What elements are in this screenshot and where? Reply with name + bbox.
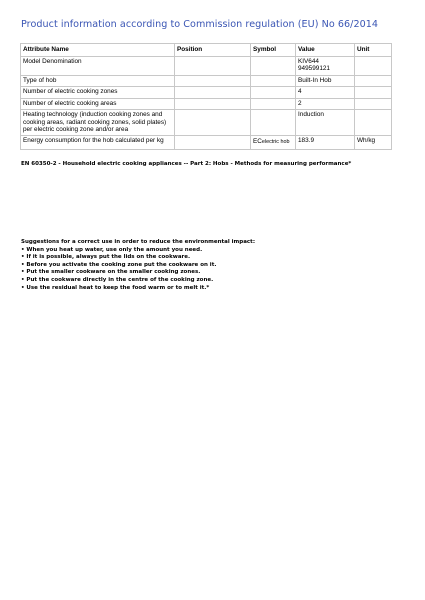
suggestions-block (21, 239, 255, 292)
cell-attribute: Type of hob (21, 76, 175, 87)
page-title: Product information according to Commission regulation (EU) No 66/2014 (21, 19, 379, 30)
column-header-value: Value (296, 44, 355, 57)
cell-position (175, 110, 251, 136)
cell-attribute: Heating technology (induction cooking zones and cooking areas, radiant cooking zones, solid plates) per electric cooking zone and/or area (21, 110, 175, 136)
table-row (21, 87, 392, 98)
cell-value: 183.9 (296, 136, 355, 149)
suggestions-heading: Suggestions for a correct use in order to reduce the environmental impact: (21, 239, 256, 245)
cell-unit (355, 76, 392, 87)
cell-attribute: Model Denomination (21, 57, 175, 76)
cell-attribute: Number of electric cooking zones (21, 87, 175, 98)
cell-position (175, 57, 251, 76)
table-row (21, 57, 392, 76)
table-row (21, 76, 392, 87)
column-header-attribute: Attribute Name (21, 44, 175, 57)
table-row (21, 136, 392, 149)
list-item: • Use the residual heat to keep the food warm or to melt it.* (21, 284, 210, 291)
symbol-main: EC (253, 138, 262, 146)
cell-unit (355, 98, 392, 109)
list-item: • When you heat up water, use only the amount you need. (21, 246, 203, 253)
list-item: • Before you activate the cooking zone put the cookware on it. (21, 261, 217, 268)
cell-value: KIV644 949599121 (296, 57, 355, 76)
cell-attribute: Number of electric cooking areas (21, 98, 175, 109)
cell-value: Built-In Hob (296, 76, 355, 87)
cell-value: 4 (296, 87, 355, 98)
cell-value: Induction (296, 110, 355, 136)
cell-symbol (251, 136, 296, 149)
cell-unit (355, 57, 392, 76)
cell-unit (355, 87, 392, 98)
cell-unit (355, 110, 392, 136)
cell-symbol (251, 76, 296, 87)
cell-symbol (251, 87, 296, 98)
table-row (21, 110, 392, 136)
cell-symbol (251, 110, 296, 136)
cell-position (175, 136, 251, 149)
list-item: • If it is possible, always put the lids on the cookware. (21, 254, 191, 261)
symbol-subscript: electric hob (261, 139, 290, 146)
cell-position (175, 76, 251, 87)
column-header-unit: Unit (355, 44, 392, 57)
standard-note: EN 60350-2 - Household electric cooking appliances -- Part 2: Hobs - Methods for measuring performance* (21, 161, 352, 167)
column-header-position: Position (175, 44, 251, 57)
cell-unit: Wh/kg (355, 136, 392, 149)
cell-symbol (251, 57, 296, 76)
cell-value: 2 (296, 98, 355, 109)
column-header-symbol: Symbol (251, 44, 296, 57)
list-item: • Put the smaller cookware on the smaller cooking zones. (21, 269, 201, 276)
product-info-table (20, 43, 392, 150)
table-row (21, 98, 392, 109)
cell-symbol (251, 98, 296, 109)
cell-position (175, 98, 251, 109)
cell-attribute: Energy consumption for the hob calculated per kg (21, 136, 175, 149)
table-header-row (21, 44, 392, 57)
cell-position (175, 87, 251, 98)
list-item: • Put the cookware directly in the centre of the cooking zone. (21, 276, 214, 283)
